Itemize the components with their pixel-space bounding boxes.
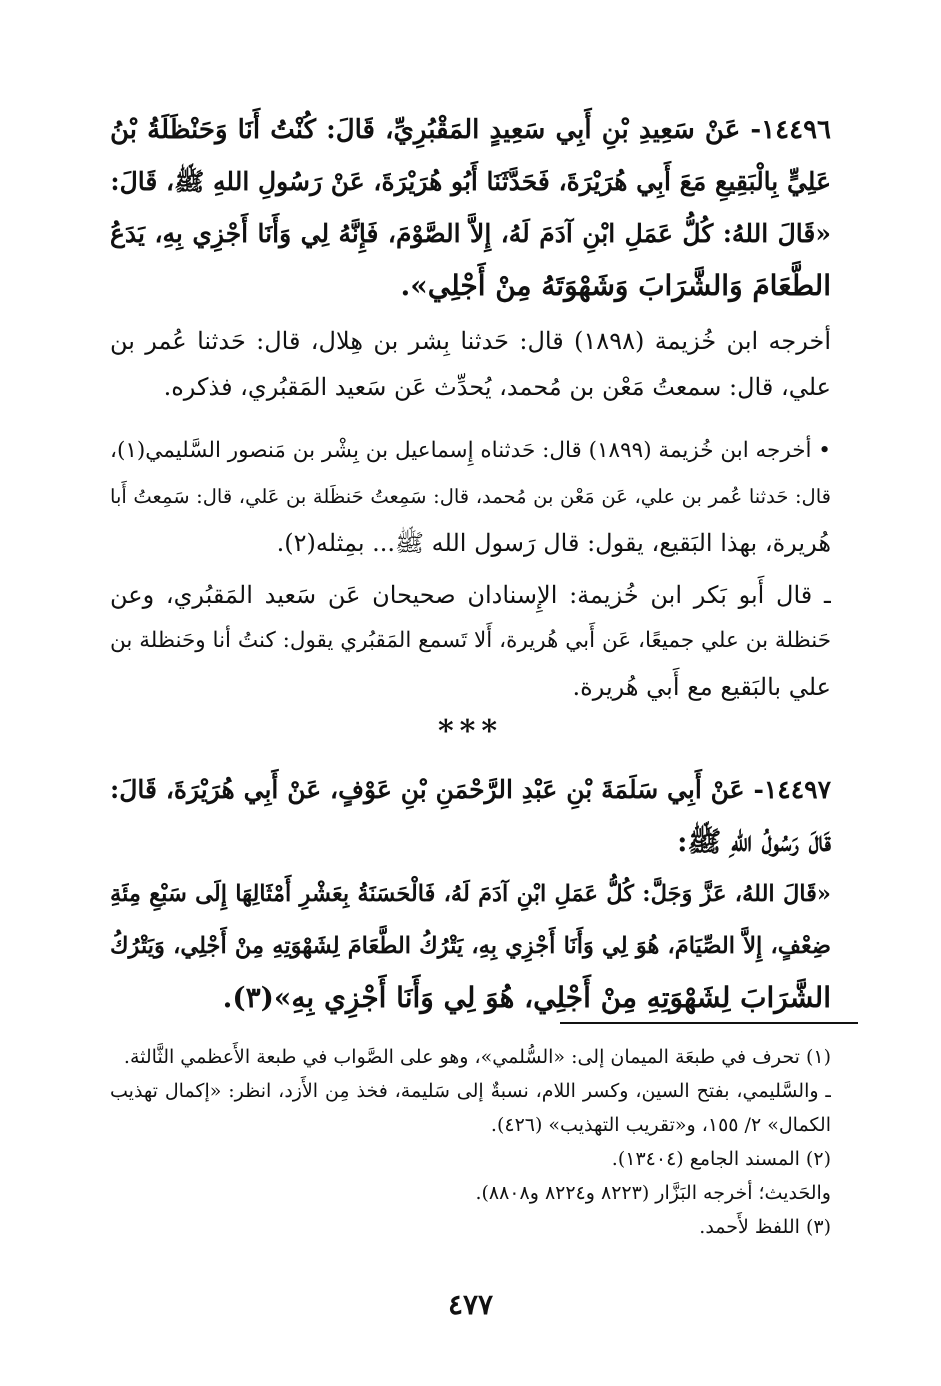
narration-line: ـ قال أَبو بَكر ابن خُزيمة: الإِسنادان صحيحان عَن سَعيد المَقبُري، وعن — [110, 581, 831, 609]
hadith-line: ضِعْفٍ، إِلاَّ الصِّيَامَ، هُوَ لِي وَأَنَا أَجْزِي بِهِ، يَتْرُكُ الطَّعَامَ لِشَهْوَتِهِ مِنْ أَجْلِي، وَيَتْرُكُ — [110, 933, 831, 959]
takhrij-ibn-khuzaymah-1898 — [110, 318, 831, 410]
hadith-line: ١٤٤٩٦- عَنْ سَعِيدِ بْنِ أَبِي سَعِيدٍ المَقْبُرِيِّ، قَالَ: كُنْتُ أَنَا وَحَنْظَلَةُ بْنُ — [110, 115, 831, 145]
narration-line: • أخرجه ابن خُزيمة (١٨٩٩) قال: حَدثناه إِسماعيل بن بِشْر بن مَنصور السَّليمي(١)، — [110, 438, 831, 463]
page-number: ٤٧٧ — [447, 1288, 494, 1321]
footnotes — [110, 1040, 831, 1244]
hadith-line: عَلِيٍّ بِالْبَقِيعِ مَعَ أَبِي هُرَيْرَةَ، فَحَدَّثَنَا أَبُو هُرَيْرَةَ، عَنْ رَسُولِ اللهِ ﷺ، قَالَ: — [110, 167, 831, 196]
footnote-line: (١) تحرف في طبعَة الميمان إلى: «السُّلمي»، وهو على الصَّواب في طبعة الأَعظمي الثَّالثة. — [123, 1046, 831, 1068]
hadith-14496 — [110, 104, 831, 312]
hadith-line: قَالَ رَسُولُ اللهِ ﷺ: — [677, 825, 831, 858]
footnote-line: والحَديث؛ أخرجه البَزَّار (٨٢٢٣ و٨٢٢٤ و٨٨٠٨). — [475, 1182, 831, 1204]
footnote-line: ـ والسَّليمي، بفتح السين، وكسر اللام، نسبةٌ إلى سَليمة، فخذ مِن الأَزد، انظر: «إكمال تهذيب — [110, 1080, 831, 1102]
narration-line: أخرجه ابن خُزيمة (١٨٩٨) قال: حَدثنا بِشر بن هِلال، قال: حَدثنا عُمر بن — [110, 327, 831, 355]
footnote-line: الكمال» ٢/ ١٥٥، و«تقريب التهذيب» (٤٢٦). — [490, 1114, 831, 1136]
hadith-line: «قَالَ اللهُ، عَزَّ وَجَلَّ: كُلُّ عَمَلِ ابْنِ آدَمَ لَهُ، فَالْحَسَنَةُ بِعَشْرِ أَمْثَالِهَا إِلَى سَبْعِ مِئَةِ — [110, 881, 831, 907]
hadith-line: الطَّعَامَ وَالشَّرَابَ وَشَهْوَتَهُ مِنْ أَجْلِي». — [400, 269, 831, 302]
footnote-line: (٣) اللفظ لأَحمد. — [699, 1216, 831, 1238]
narration-line: هُريرة، بهذا البَقيع، يقول: قال رَسول الله ﷺ... بمِثله(٢). — [276, 529, 831, 557]
ibn-khuzaymah-comment — [110, 572, 831, 710]
takhrij-ibn-khuzaymah-1899 — [110, 428, 831, 566]
narration-line: حَنظلة بن علي جميعًا، عَن أَبي هُريرة، أَلا تَسمع المَقبُري يقول: كنتُ أنا وحَنظلة بن — [110, 628, 831, 653]
footnote-line: (٢) المسند الجامع (١٣٤٠٤). — [611, 1148, 831, 1170]
footnote-divider — [560, 1022, 858, 1024]
narration-line: علي، قال: سمعتُ مَعْن بن مُحمد، يُحدِّث عَن سَعيد المَقبُري، فذكره. — [163, 373, 831, 401]
section-separator: *** — [437, 714, 504, 749]
hadith-14497 — [110, 764, 831, 1024]
hadith-line: «قَالَ اللهُ: كُلُّ عَمَلِ ابْنِ آدَمَ لَهُ، إِلاَّ الصَّوْمَ، فَإِنَّهُ لِي وَأَنَا أَجْزِي بِهِ، يَدَعُ — [110, 219, 831, 248]
narration-line: علي بالبَقيع مع أَبي هُريرة. — [572, 673, 831, 701]
hadith-line: ١٤٤٩٧- عَنْ أَبِي سَلَمَةَ بْنِ عَبْدِ الرَّحْمَنِ بْنِ عَوْفٍ، عَنْ أَبِي هُرَيْرَةَ، قَالَ: — [110, 775, 831, 804]
hadith-line: الشَّرَابَ لِشَهْوَتِهِ مِنْ أَجْلِي، هُوَ لِي وَأَنَا أَجْزِي بِهِ»(٣). — [222, 981, 831, 1014]
narration-line: قال: حَدثنا عُمر بن علي، عَن مَعْن بن مُحمد، قال: سَمِعتُ حَنظَلة بن عَلي، قال: سَمِعتُ أَبا — [110, 485, 831, 508]
